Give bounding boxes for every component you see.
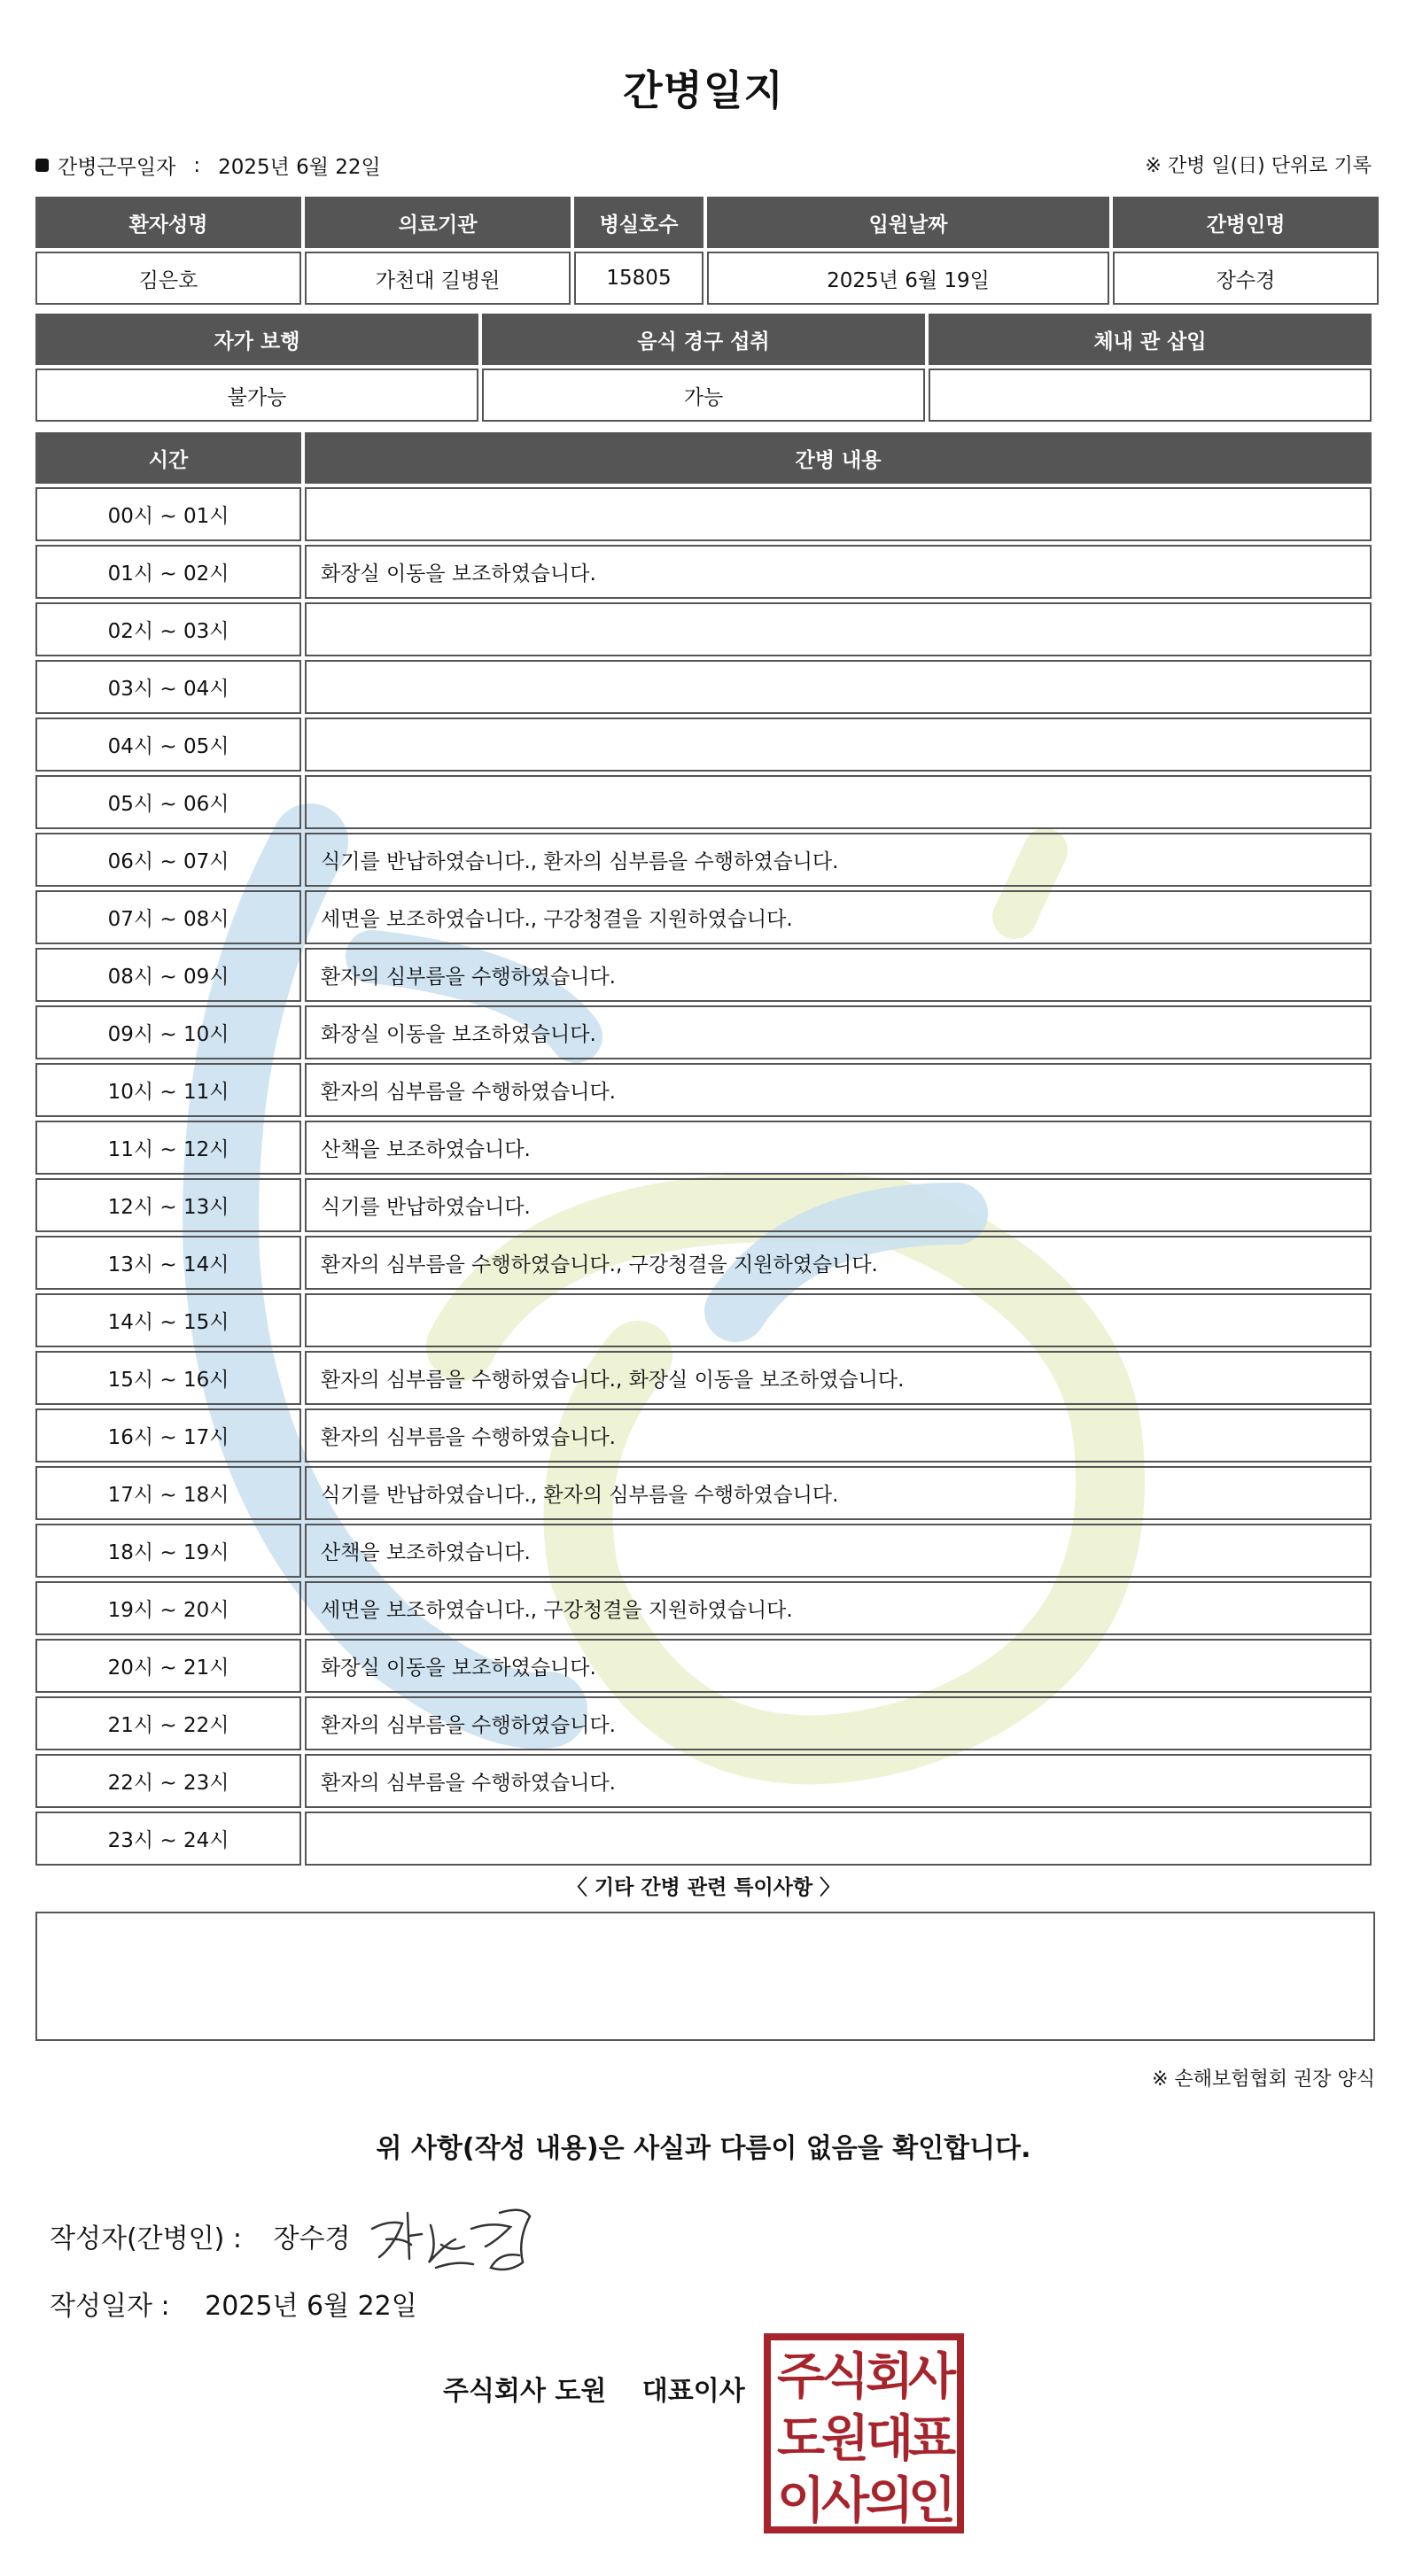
log-row bbox=[35, 1754, 1372, 1808]
writer-label: 작성자(간병인) : bbox=[50, 2223, 242, 2254]
log-content bbox=[305, 1812, 1372, 1866]
association-note: ※ 손해보험협회 권장 양식 bbox=[1152, 2068, 1375, 2091]
log-content: 환자의 심부름을 수행하였습니다. bbox=[305, 1063, 1372, 1117]
log-content: 환자의 심부름을 수행하였습니다. bbox=[305, 948, 1372, 1002]
work-date-value: 2025년 6월 22일 bbox=[218, 156, 381, 179]
svg-text:의: 의 bbox=[865, 2472, 914, 2530]
ceo-label: 대표이사 bbox=[641, 2376, 745, 2407]
log-time: 12시 ~ 13시 bbox=[35, 1178, 301, 1232]
log-row bbox=[35, 1178, 1372, 1232]
square-bullet-icon bbox=[35, 159, 49, 172]
log-time: 20시 ~ 21시 bbox=[35, 1639, 301, 1693]
log-time: 18시 ~ 19시 bbox=[35, 1524, 301, 1578]
svg-text:이: 이 bbox=[776, 2472, 826, 2530]
header-tube: 체내 관 삽입 bbox=[929, 314, 1372, 365]
log-row bbox=[35, 1121, 1372, 1175]
hospital: 가천대 길병원 bbox=[305, 252, 571, 305]
log-content bbox=[305, 1293, 1372, 1347]
log-row bbox=[35, 545, 1372, 599]
unit-note: ※ 간병 일(日) 단위로 기록 bbox=[1145, 155, 1372, 177]
admission-date: 2025년 6월 19일 bbox=[707, 252, 1109, 305]
walking-value: 불가능 bbox=[35, 369, 478, 422]
log-time: 07시 ~ 08시 bbox=[35, 890, 301, 944]
log-content: 산책을 보조하였습니다. bbox=[305, 1121, 1372, 1175]
work-date-separator: : bbox=[193, 153, 201, 177]
oral-intake-value: 가능 bbox=[482, 369, 925, 422]
tube-value bbox=[929, 369, 1372, 422]
log-content: 세면을 보조하였습니다., 구강청결을 지원하였습니다. bbox=[305, 1581, 1372, 1635]
caregiver-name: 장수경 bbox=[1113, 252, 1379, 305]
log-time: 04시 ~ 05시 bbox=[35, 718, 301, 772]
log-content: 환자의 심부름을 수행하였습니다., 구강청결을 지원하였습니다. bbox=[305, 1236, 1372, 1290]
svg-text:주: 주 bbox=[776, 2348, 826, 2406]
writer-name: 장수경 bbox=[273, 2223, 351, 2254]
log-content bbox=[305, 718, 1372, 772]
header-admission-date: 입원날짜 bbox=[707, 197, 1109, 248]
page-title: 간병일지 bbox=[623, 66, 784, 114]
log-row bbox=[35, 1524, 1372, 1578]
log-content bbox=[305, 487, 1372, 541]
log-time: 03시 ~ 04시 bbox=[35, 660, 301, 714]
log-time: 09시 ~ 10시 bbox=[35, 1005, 301, 1059]
log-content: 산책을 보조하였습니다. bbox=[305, 1524, 1372, 1578]
header-time: 시간 bbox=[35, 432, 301, 484]
status-header bbox=[35, 314, 1372, 365]
svg-text:원: 원 bbox=[820, 2410, 870, 2468]
log-content: 환자의 심부름을 수행하였습니다. bbox=[305, 1754, 1372, 1808]
log-time: 02시 ~ 03시 bbox=[35, 602, 301, 656]
log-time: 16시 ~ 17시 bbox=[35, 1408, 301, 1463]
log-time: 00시 ~ 01시 bbox=[35, 487, 301, 541]
company-seal-stamp bbox=[764, 2333, 964, 2533]
log-row bbox=[35, 1063, 1372, 1117]
log-time: 11시 ~ 12시 bbox=[35, 1121, 301, 1175]
log-row bbox=[35, 1466, 1372, 1520]
log-row bbox=[35, 775, 1372, 829]
svg-text:도: 도 bbox=[776, 2410, 826, 2468]
notes-title: 〈 기타 간병 관련 특이사항 〉 bbox=[566, 1876, 841, 1899]
header-room: 병실호수 bbox=[574, 197, 704, 248]
status-row bbox=[35, 369, 1372, 422]
company-line bbox=[443, 2369, 745, 2408]
care-log-table bbox=[32, 429, 1375, 1869]
log-content bbox=[305, 660, 1372, 714]
log-time: 08시 ~ 09시 bbox=[35, 948, 301, 1002]
confirmation-text: 위 사항(작성 내용)은 사실과 다름이 없음을 확인합니다. bbox=[376, 2133, 1031, 2164]
log-header bbox=[35, 432, 1372, 484]
log-row bbox=[35, 1351, 1372, 1405]
log-time: 10시 ~ 11시 bbox=[35, 1063, 301, 1117]
svg-text:식: 식 bbox=[820, 2348, 870, 2406]
log-time: 05시 ~ 06시 bbox=[35, 775, 301, 829]
log-content: 화장실 이동을 보조하였습니다. bbox=[305, 1005, 1372, 1059]
written-date: 2025년 6월 22일 bbox=[205, 2291, 417, 2322]
signature-image bbox=[367, 2193, 544, 2278]
log-time: 23시 ~ 24시 bbox=[35, 1812, 301, 1866]
log-row bbox=[35, 718, 1372, 772]
log-row bbox=[35, 1581, 1372, 1635]
log-time: 22시 ~ 23시 bbox=[35, 1754, 301, 1808]
log-row bbox=[35, 1293, 1372, 1347]
log-time: 13시 ~ 14시 bbox=[35, 1236, 301, 1290]
log-row bbox=[35, 833, 1372, 887]
header-patient-name: 환자성명 bbox=[35, 197, 301, 248]
log-time: 06시 ~ 07시 bbox=[35, 833, 301, 887]
patient-info-row bbox=[35, 252, 1379, 305]
svg-text:회: 회 bbox=[865, 2348, 914, 2406]
log-time: 01시 ~ 02시 bbox=[35, 545, 301, 599]
log-content: 환자의 심부름을 수행하였습니다. bbox=[305, 1408, 1372, 1463]
log-time: 17시 ~ 18시 bbox=[35, 1466, 301, 1520]
log-row bbox=[35, 948, 1372, 1002]
log-content: 식기를 반납하였습니다., 환자의 심부름을 수행하였습니다. bbox=[305, 1466, 1372, 1520]
log-row bbox=[35, 660, 1372, 714]
patient-info-table bbox=[32, 193, 1382, 308]
header-caregiver-name: 간병인명 bbox=[1113, 197, 1379, 248]
log-row bbox=[35, 1236, 1372, 1290]
header-care-content: 간병 내용 bbox=[305, 432, 1372, 484]
log-body bbox=[35, 487, 1372, 1866]
log-content: 화장실 이동을 보조하였습니다. bbox=[305, 1639, 1372, 1693]
log-row bbox=[35, 1696, 1372, 1750]
log-row bbox=[35, 1005, 1372, 1059]
log-content bbox=[305, 775, 1372, 829]
patient-name: 김은호 bbox=[35, 252, 301, 305]
writer-line bbox=[50, 2216, 350, 2255]
svg-text:인: 인 bbox=[907, 2472, 957, 2530]
log-row bbox=[35, 1408, 1372, 1463]
header-walking: 자가 보행 bbox=[35, 314, 478, 365]
log-row bbox=[35, 1812, 1372, 1866]
log-time: 21시 ~ 22시 bbox=[35, 1696, 301, 1750]
work-date bbox=[35, 151, 381, 180]
log-row bbox=[35, 487, 1372, 541]
log-time: 15시 ~ 16시 bbox=[35, 1351, 301, 1405]
company-name: 주식회사 도원 bbox=[443, 2376, 607, 2407]
log-content bbox=[305, 602, 1372, 656]
patient-status-table bbox=[32, 310, 1375, 425]
log-row bbox=[35, 890, 1372, 944]
written-date-label: 작성일자 : bbox=[50, 2291, 170, 2322]
svg-text:표: 표 bbox=[907, 2410, 957, 2468]
log-row bbox=[35, 1639, 1372, 1693]
log-content: 환자의 심부름을 수행하였습니다. bbox=[305, 1696, 1372, 1750]
log-content: 화장실 이동을 보조하였습니다. bbox=[305, 545, 1372, 599]
svg-text:사: 사 bbox=[907, 2348, 957, 2406]
log-content: 식기를 반납하였습니다., 환자의 심부름을 수행하였습니다. bbox=[305, 833, 1372, 887]
written-date-line bbox=[50, 2284, 417, 2323]
log-time: 19시 ~ 20시 bbox=[35, 1581, 301, 1635]
log-time: 14시 ~ 15시 bbox=[35, 1293, 301, 1347]
header-hospital: 의료기관 bbox=[305, 197, 571, 248]
patient-info-header bbox=[35, 197, 1379, 248]
log-row bbox=[35, 602, 1372, 656]
log-content: 식기를 반납하였습니다. bbox=[305, 1178, 1372, 1232]
notes-box bbox=[35, 1912, 1375, 2041]
svg-text:대: 대 bbox=[865, 2410, 914, 2468]
work-date-label: 간병근무일자 bbox=[58, 156, 176, 179]
log-content: 환자의 심부름을 수행하였습니다., 화장실 이동을 보조하였습니다. bbox=[305, 1351, 1372, 1405]
room-number: 15805 bbox=[574, 252, 704, 305]
log-content: 세면을 보조하였습니다., 구강청결을 지원하였습니다. bbox=[305, 890, 1372, 944]
header-oral-intake: 음식 경구 섭취 bbox=[482, 314, 925, 365]
svg-text:사: 사 bbox=[820, 2472, 870, 2530]
